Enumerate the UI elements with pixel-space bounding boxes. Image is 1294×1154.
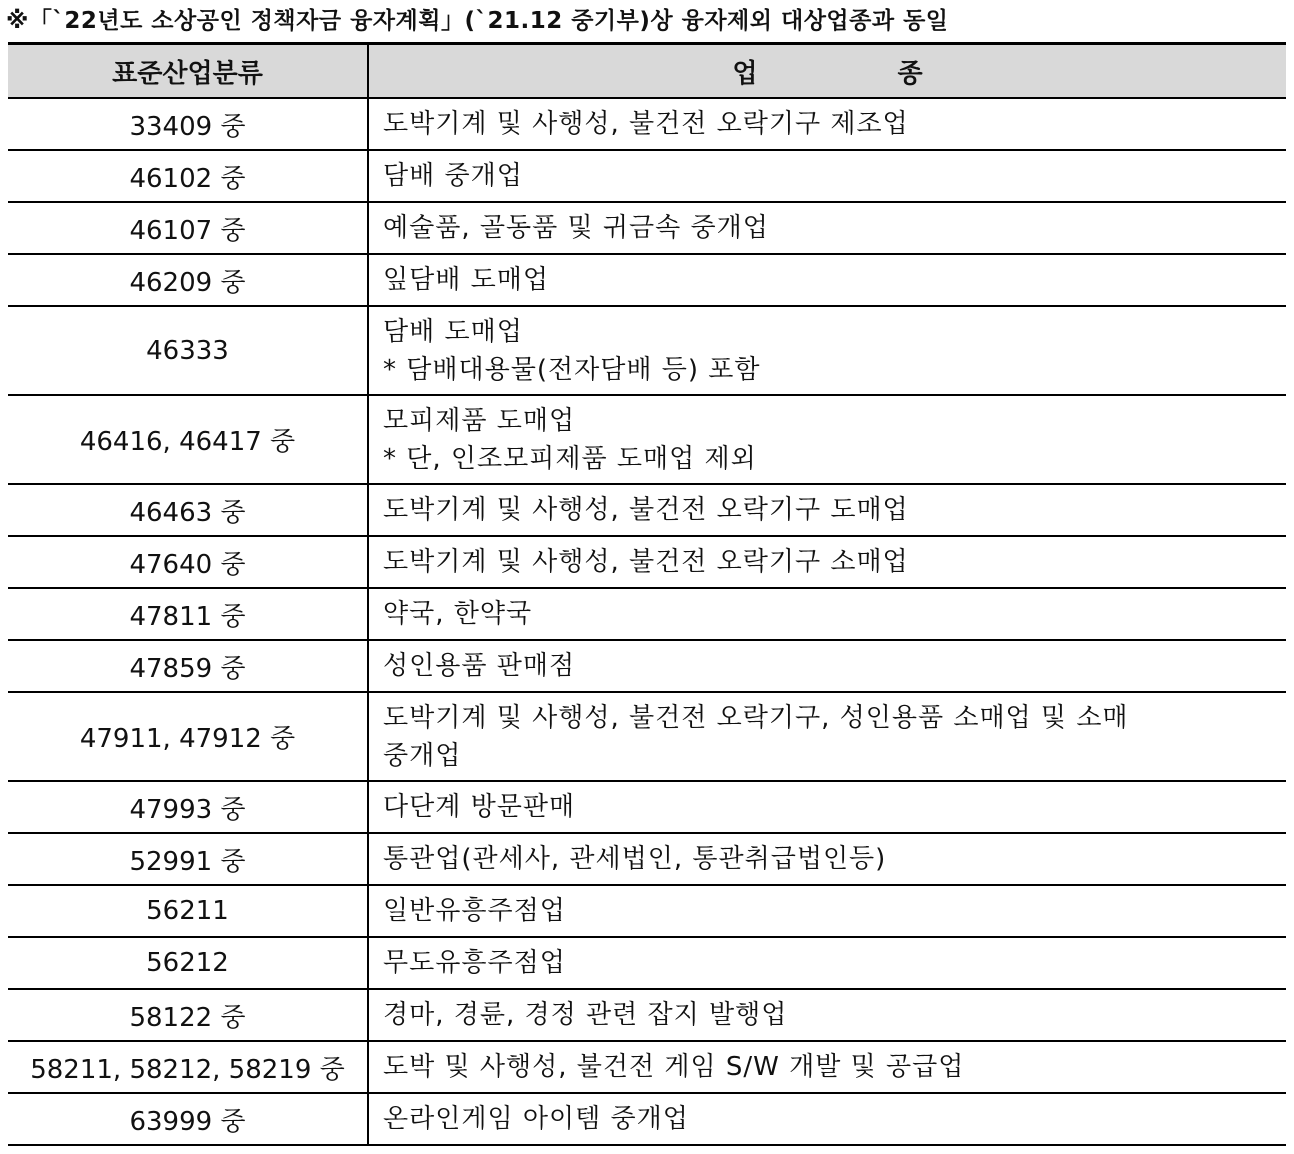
- industry-desc-line-continued: 중개업: [383, 740, 462, 771]
- industry-code-cell: 56211: [8, 885, 368, 937]
- industry-desc-line: 담배 도매업: [383, 316, 523, 347]
- table-row: [8, 588, 1286, 640]
- table-header-row: [8, 44, 1286, 99]
- industry-desc-note: * 단, 인조모피제품 도매업 제외: [383, 443, 757, 474]
- table-row: [8, 640, 1286, 692]
- header-industry-code: 표준산업분류: [8, 44, 368, 99]
- excluded-industry-table: [8, 42, 1286, 1146]
- industry-desc-cell: 약국, 한약국: [368, 588, 1286, 640]
- industry-code-cell: 46463 중: [8, 484, 368, 536]
- table-row: [8, 306, 1286, 395]
- table-row: [8, 833, 1286, 885]
- industry-desc-cell: 경마, 경륜, 경정 관련 잡지 발행업: [368, 989, 1286, 1041]
- exclusion-note: ※「`22년도 소상공인 정책자금 융자계획」(`21.12 중기부)상 융자제외 대상업종과 동일: [6, 8, 949, 34]
- industry-code-cell: 46209 중: [8, 254, 368, 306]
- table-row: [8, 484, 1286, 536]
- table-row: [8, 692, 1286, 781]
- industry-code-cell: 47811 중: [8, 588, 368, 640]
- table-row: [8, 395, 1286, 484]
- industry-desc-cell: [368, 692, 1286, 781]
- industry-code-cell: 46333: [8, 306, 368, 395]
- industry-code-cell: 47993 중: [8, 781, 368, 833]
- table-row: [8, 1093, 1286, 1145]
- industry-desc-cell: 도박기계 및 사행성, 불건전 오락기구 소매업: [368, 536, 1286, 588]
- industry-desc-note: * 담배대용물(전자담배 등) 포함: [383, 354, 761, 385]
- industry-desc-cell: 도박기계 및 사행성, 불건전 오락기구 도매업: [368, 484, 1286, 536]
- industry-code-cell: 47640 중: [8, 536, 368, 588]
- industry-code-cell: 46107 중: [8, 202, 368, 254]
- industry-desc-cell: 도박 및 사행성, 불건전 게임 S/W 개발 및 공급업: [368, 1041, 1286, 1093]
- industry-code-cell: 63999 중: [8, 1093, 368, 1145]
- industry-desc-cell: [368, 395, 1286, 484]
- industry-desc-cell: 담배 중개업: [368, 150, 1286, 202]
- industry-desc-cell: 일반유흥주점업: [368, 885, 1286, 937]
- header-industry-type: [368, 44, 1286, 99]
- industry-desc-cell: 통관업(관세사, 관세법인, 통관취급법인등): [368, 833, 1286, 885]
- table-row: [8, 202, 1286, 254]
- table-row: [8, 536, 1286, 588]
- industry-desc-cell: [368, 306, 1286, 395]
- table-row: [8, 98, 1286, 150]
- table-row: [8, 254, 1286, 306]
- header-industry-type-a: 업: [732, 58, 758, 89]
- table-row: [8, 885, 1286, 937]
- industry-code-cell: 33409 중: [8, 98, 368, 150]
- table-row: [8, 781, 1286, 833]
- industry-desc-cell: 도박기계 및 사행성, 불건전 오락기구 제조업: [368, 98, 1286, 150]
- table-row: [8, 150, 1286, 202]
- industry-code-cell: 46416, 46417 중: [8, 395, 368, 484]
- industry-desc-line: 모피제품 도매업: [383, 405, 576, 436]
- table-row: [8, 989, 1286, 1041]
- industry-code-cell: 47911, 47912 중: [8, 692, 368, 781]
- industry-desc-cell: 다단계 방문판매: [368, 781, 1286, 833]
- industry-desc-line: 도박기계 및 사행성, 불건전 오락기구, 성인용품 소매업 및 소매: [383, 702, 1129, 733]
- industry-code-cell: 52991 중: [8, 833, 368, 885]
- industry-code-cell: 58122 중: [8, 989, 368, 1041]
- header-industry-type-b: 종: [897, 58, 923, 89]
- industry-desc-cell: 무도유흥주점업: [368, 937, 1286, 989]
- table-row: [8, 1041, 1286, 1093]
- industry-desc-cell: 성인용품 판매점: [368, 640, 1286, 692]
- industry-desc-cell: 예술품, 골동품 및 귀금속 중개업: [368, 202, 1286, 254]
- industry-code-cell: 58211, 58212, 58219 중: [8, 1041, 368, 1093]
- industry-code-cell: 56212: [8, 937, 368, 989]
- table-row: [8, 937, 1286, 989]
- industry-desc-cell: 온라인게임 아이템 중개업: [368, 1093, 1286, 1145]
- industry-code-cell: 47859 중: [8, 640, 368, 692]
- industry-desc-cell: 잎담배 도매업: [368, 254, 1286, 306]
- industry-code-cell: 46102 중: [8, 150, 368, 202]
